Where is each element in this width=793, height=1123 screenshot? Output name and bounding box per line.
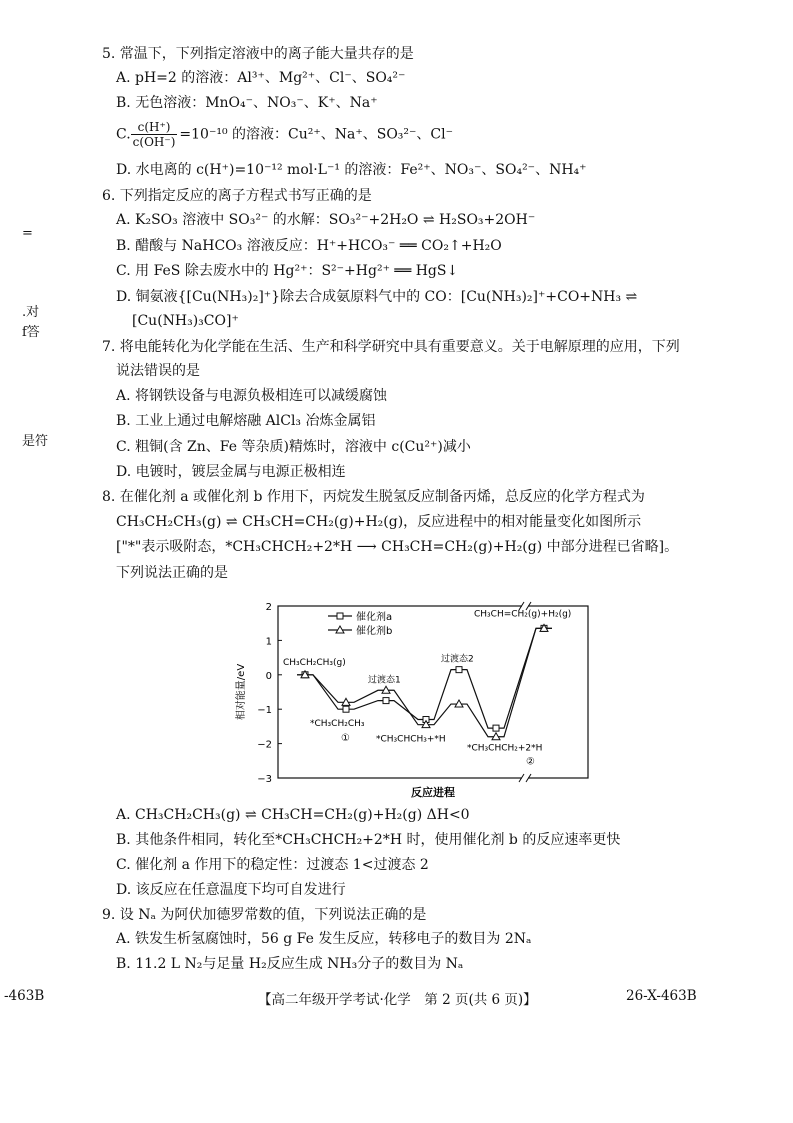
- q8-option-b: B. 其他条件相同，转化至*CH₃CHCH₂+2*H 时，使用催化剂 b 的反应速率更快: [116, 832, 621, 848]
- q5-fraction-numerator: c(H⁺): [131, 120, 178, 135]
- q7-option-d: D. 电镀时，镀层金属与电源正极相连: [116, 464, 346, 480]
- data-point-a: [383, 698, 389, 704]
- y-tick-label: −1: [257, 705, 272, 717]
- y-tick-label: 0: [265, 670, 272, 682]
- q6-option-d-line1: D. 铜氨液{[Cu(NH₃)₂]⁺}除去合成氨原料气中的 CO：[Cu(NH₃)₂]⁺+CO+NH₃ ⇌: [116, 289, 638, 305]
- stage-label-ts1: 过渡态1: [368, 675, 401, 686]
- q5-option-d: D. 水电离的 c(H⁺)=10⁻¹² mol·L⁻¹ 的溶液：Fe²⁺、NO₃⁻、SO₄²⁻、NH₄⁺: [116, 162, 587, 178]
- q7-stem-line1: 7. 将电能转化为化学能在生活、生产和科学研究中具有重要意义。关于电解原理的应用，下列: [102, 339, 680, 355]
- q8-stem-line4: 下列说法正确的是: [116, 565, 228, 581]
- stage-label-end: CH₃CH=CH₂(g)+H₂(g): [474, 609, 572, 620]
- q8-stem-line1: 8. 在催化剂 a 或催化剂 b 作用下，丙烷发生脱氢反应制备丙烯，总反应的化学方程式为: [102, 489, 645, 505]
- data-point-a: [343, 706, 349, 712]
- energy-profile-chart: [230, 594, 600, 804]
- q7-option-a: A. 将钢铁设备与电源负极相连可以减缓腐蚀: [116, 388, 388, 404]
- q6-option-b: B. 醋酸与 NaHCO₃ 溶液反应：H⁺+HCO₃⁻ ══ CO₂↑+H₂O: [116, 238, 502, 254]
- q5-fraction-denominator: c(OH⁻): [132, 135, 176, 149]
- q6-stem: 6. 下列指定反应的离子方程式书写正确的是: [102, 188, 372, 204]
- legend-label: 催化剂a: [356, 612, 393, 623]
- q7-option-c: C. 粗铜(含 Zn、Fe 等杂质)精炼时，溶液中 c(Cu²⁺)减小: [116, 439, 471, 455]
- margin-fragment-1: =: [22, 226, 33, 241]
- y-tick-label: 1: [265, 636, 272, 648]
- footer-right-code: 26-X-463B: [626, 988, 697, 1004]
- stage-label-start: CH₃CH₂CH₃(g): [283, 657, 346, 668]
- stage-label-int1: *CH₃CH₂CH₃: [310, 719, 365, 730]
- q9-option-a: A. 铁发生析氢腐蚀时，56 g Fe 发生反应，转移电子的数目为 2Nₐ: [116, 931, 532, 947]
- q6-option-d-line2: [Cu(NH₃)₃CO]⁺: [132, 313, 239, 329]
- q5-option-c-label: C.: [116, 126, 131, 143]
- series-line-a: [297, 628, 552, 728]
- margin-fragment-4: 是符: [22, 434, 49, 449]
- legend-marker-square: [337, 613, 343, 619]
- y-tick-label: −3: [257, 774, 272, 785]
- q5-fraction: [131, 120, 178, 149]
- stage-label-int3: *CH₃CHCH₂+2*H: [467, 743, 543, 754]
- y-tick-label: −2: [257, 739, 272, 751]
- stage-label-int2: *CH₃CHCH₃+*H: [376, 734, 446, 745]
- q8-option-a: A. CH₃CH₂CH₃(g) ⇌ CH₃CH=CH₂(g)+H₂(g) ΔH<0: [116, 807, 470, 823]
- q9-stem: 9. 设 Nₐ 为阿伏加德罗常数的值，下列说法正确的是: [102, 907, 427, 923]
- q5-option-b: B. 无色溶液：MnO₄⁻、NO₃⁻、K⁺、Na⁺: [116, 95, 378, 111]
- q9-option-b: B. 11.2 L N₂与足量 H₂反应生成 NH₃分子的数目为 Nₐ: [116, 956, 464, 972]
- q5-option-a: A. pH=2 的溶液：Al³⁺、Mg²⁺、Cl⁻、SO₄²⁻: [116, 70, 406, 86]
- margin-fragment-2: .对: [22, 305, 40, 320]
- stage-label-ts2: 过渡态2: [441, 654, 474, 665]
- x-axis-label: 反应进程: [411, 786, 455, 799]
- q5-stem: 5. 常温下，下列指定溶液中的离子能大量共存的是: [102, 46, 414, 62]
- marker-label-2: ②: [526, 756, 535, 768]
- data-point-a: [456, 667, 462, 673]
- footer-left-code: -463B: [4, 988, 45, 1004]
- margin-fragment-3: f答: [22, 325, 40, 340]
- q8-option-d: D. 该反应在任意温度下均可自发进行: [116, 882, 346, 898]
- marker-label-1: ①: [341, 733, 350, 745]
- legend-label: 催化剂b: [356, 626, 393, 637]
- q6-option-a: A. K₂SO₃ 溶液中 SO₃²⁻ 的水解：SO₃²⁻+2H₂O ⇌ H₂SO₃+2OH⁻: [116, 212, 536, 228]
- q7-option-b: B. 工业上通过电解熔融 AlCl₃ 冶炼金属铝: [116, 413, 376, 429]
- q8-stem-line2: CH₃CH₂CH₃(g) ⇌ CH₃CH=CH₂(g)+H₂(g)，反应进程中的相对能量变化如图所示: [116, 514, 642, 530]
- q5-option-c: [116, 120, 453, 149]
- q7-stem-line2: 说法错误的是: [116, 363, 200, 379]
- footer-page-info: 【高二年级开学考试·化学 第 2 页(共 6 页)】: [258, 992, 537, 1008]
- q5-option-c-text: =10⁻¹⁰ 的溶液：Cu²⁺、Na⁺、SO₃²⁻、Cl⁻: [179, 126, 453, 143]
- q8-option-c: C. 催化剂 a 作用下的稳定性：过渡态 1<过渡态 2: [116, 857, 429, 873]
- y-axis-label: 相对能量/eV: [236, 663, 247, 721]
- q8-stem-line3: ["*"表示吸附态，*CH₃CHCH₂+2*H ⟶ CH₃CH=CH₂(g)+H₂(g) 中部分进程已省略]。: [116, 539, 679, 555]
- y-tick-label: 2: [265, 602, 272, 613]
- data-point-a: [493, 725, 499, 731]
- q6-option-c: C. 用 FeS 除去废水中的 Hg²⁺：S²⁻+Hg²⁺ ══ HgS↓: [116, 263, 459, 279]
